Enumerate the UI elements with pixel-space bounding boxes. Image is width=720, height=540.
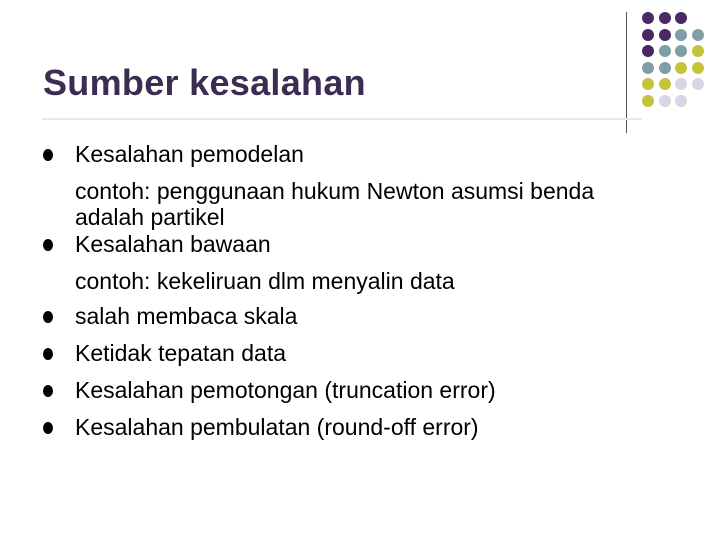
bullet-text: Kesalahan bawaan — [75, 231, 271, 257]
bullet-item — [43, 302, 683, 331]
decorative-vertical-line — [626, 12, 627, 133]
decorative-dot — [642, 45, 654, 57]
decorative-dot — [675, 78, 687, 90]
decorative-dot — [675, 62, 687, 74]
decorative-dot — [692, 62, 704, 74]
decorative-dot — [659, 45, 671, 57]
decorative-dot — [675, 12, 687, 24]
bullet-item — [43, 140, 683, 169]
bullet-dot-icon — [43, 149, 53, 161]
bullet-example — [43, 178, 683, 230]
bullet-item — [43, 230, 683, 259]
bullet-text: Ketidak tepatan data — [75, 340, 286, 366]
bullet-text: salah membaca skala — [75, 303, 298, 329]
decorative-dot — [692, 29, 704, 41]
decorative-dot — [642, 78, 654, 90]
bullet-dot-icon — [43, 311, 53, 323]
decorative-dot — [675, 29, 687, 41]
decorative-dot — [692, 78, 704, 90]
example-text-line: contoh: kekeliruan dlm menyalin data — [75, 268, 455, 294]
slide-title: Sumber kesalahan — [43, 62, 366, 103]
decorative-dot — [675, 95, 687, 107]
decorative-dot — [659, 78, 671, 90]
decorative-dot — [642, 62, 654, 74]
decorative-dot — [692, 45, 704, 57]
bullet-text: Kesalahan pemotongan (truncation error) — [75, 377, 496, 403]
decorative-dot — [642, 95, 654, 107]
decorative-dot — [659, 29, 671, 41]
bullet-dot-icon — [43, 422, 53, 434]
example-text-line: contoh: penggunaan hukum Newton asumsi benda — [75, 178, 595, 204]
bullet-example — [43, 268, 683, 294]
bullet-item — [43, 339, 683, 368]
decorative-dot — [659, 62, 671, 74]
decorative-dot — [659, 12, 671, 24]
example-text-line: adalah partikel — [75, 204, 225, 230]
bullet-item — [43, 376, 683, 405]
decorative-dot — [642, 29, 654, 41]
bullet-item — [43, 413, 683, 442]
bullet-text: Kesalahan pemodelan — [75, 141, 304, 167]
decorative-dot — [675, 45, 687, 57]
bullet-list — [43, 140, 683, 442]
title-underline — [42, 118, 642, 120]
decorative-dot — [642, 12, 654, 24]
bullet-dot-icon — [43, 348, 53, 360]
bullet-dot-icon — [43, 239, 53, 251]
bullet-dot-icon — [43, 385, 53, 397]
bullet-text: Kesalahan pembulatan (round-off error) — [75, 414, 479, 440]
decorative-dot — [659, 95, 671, 107]
